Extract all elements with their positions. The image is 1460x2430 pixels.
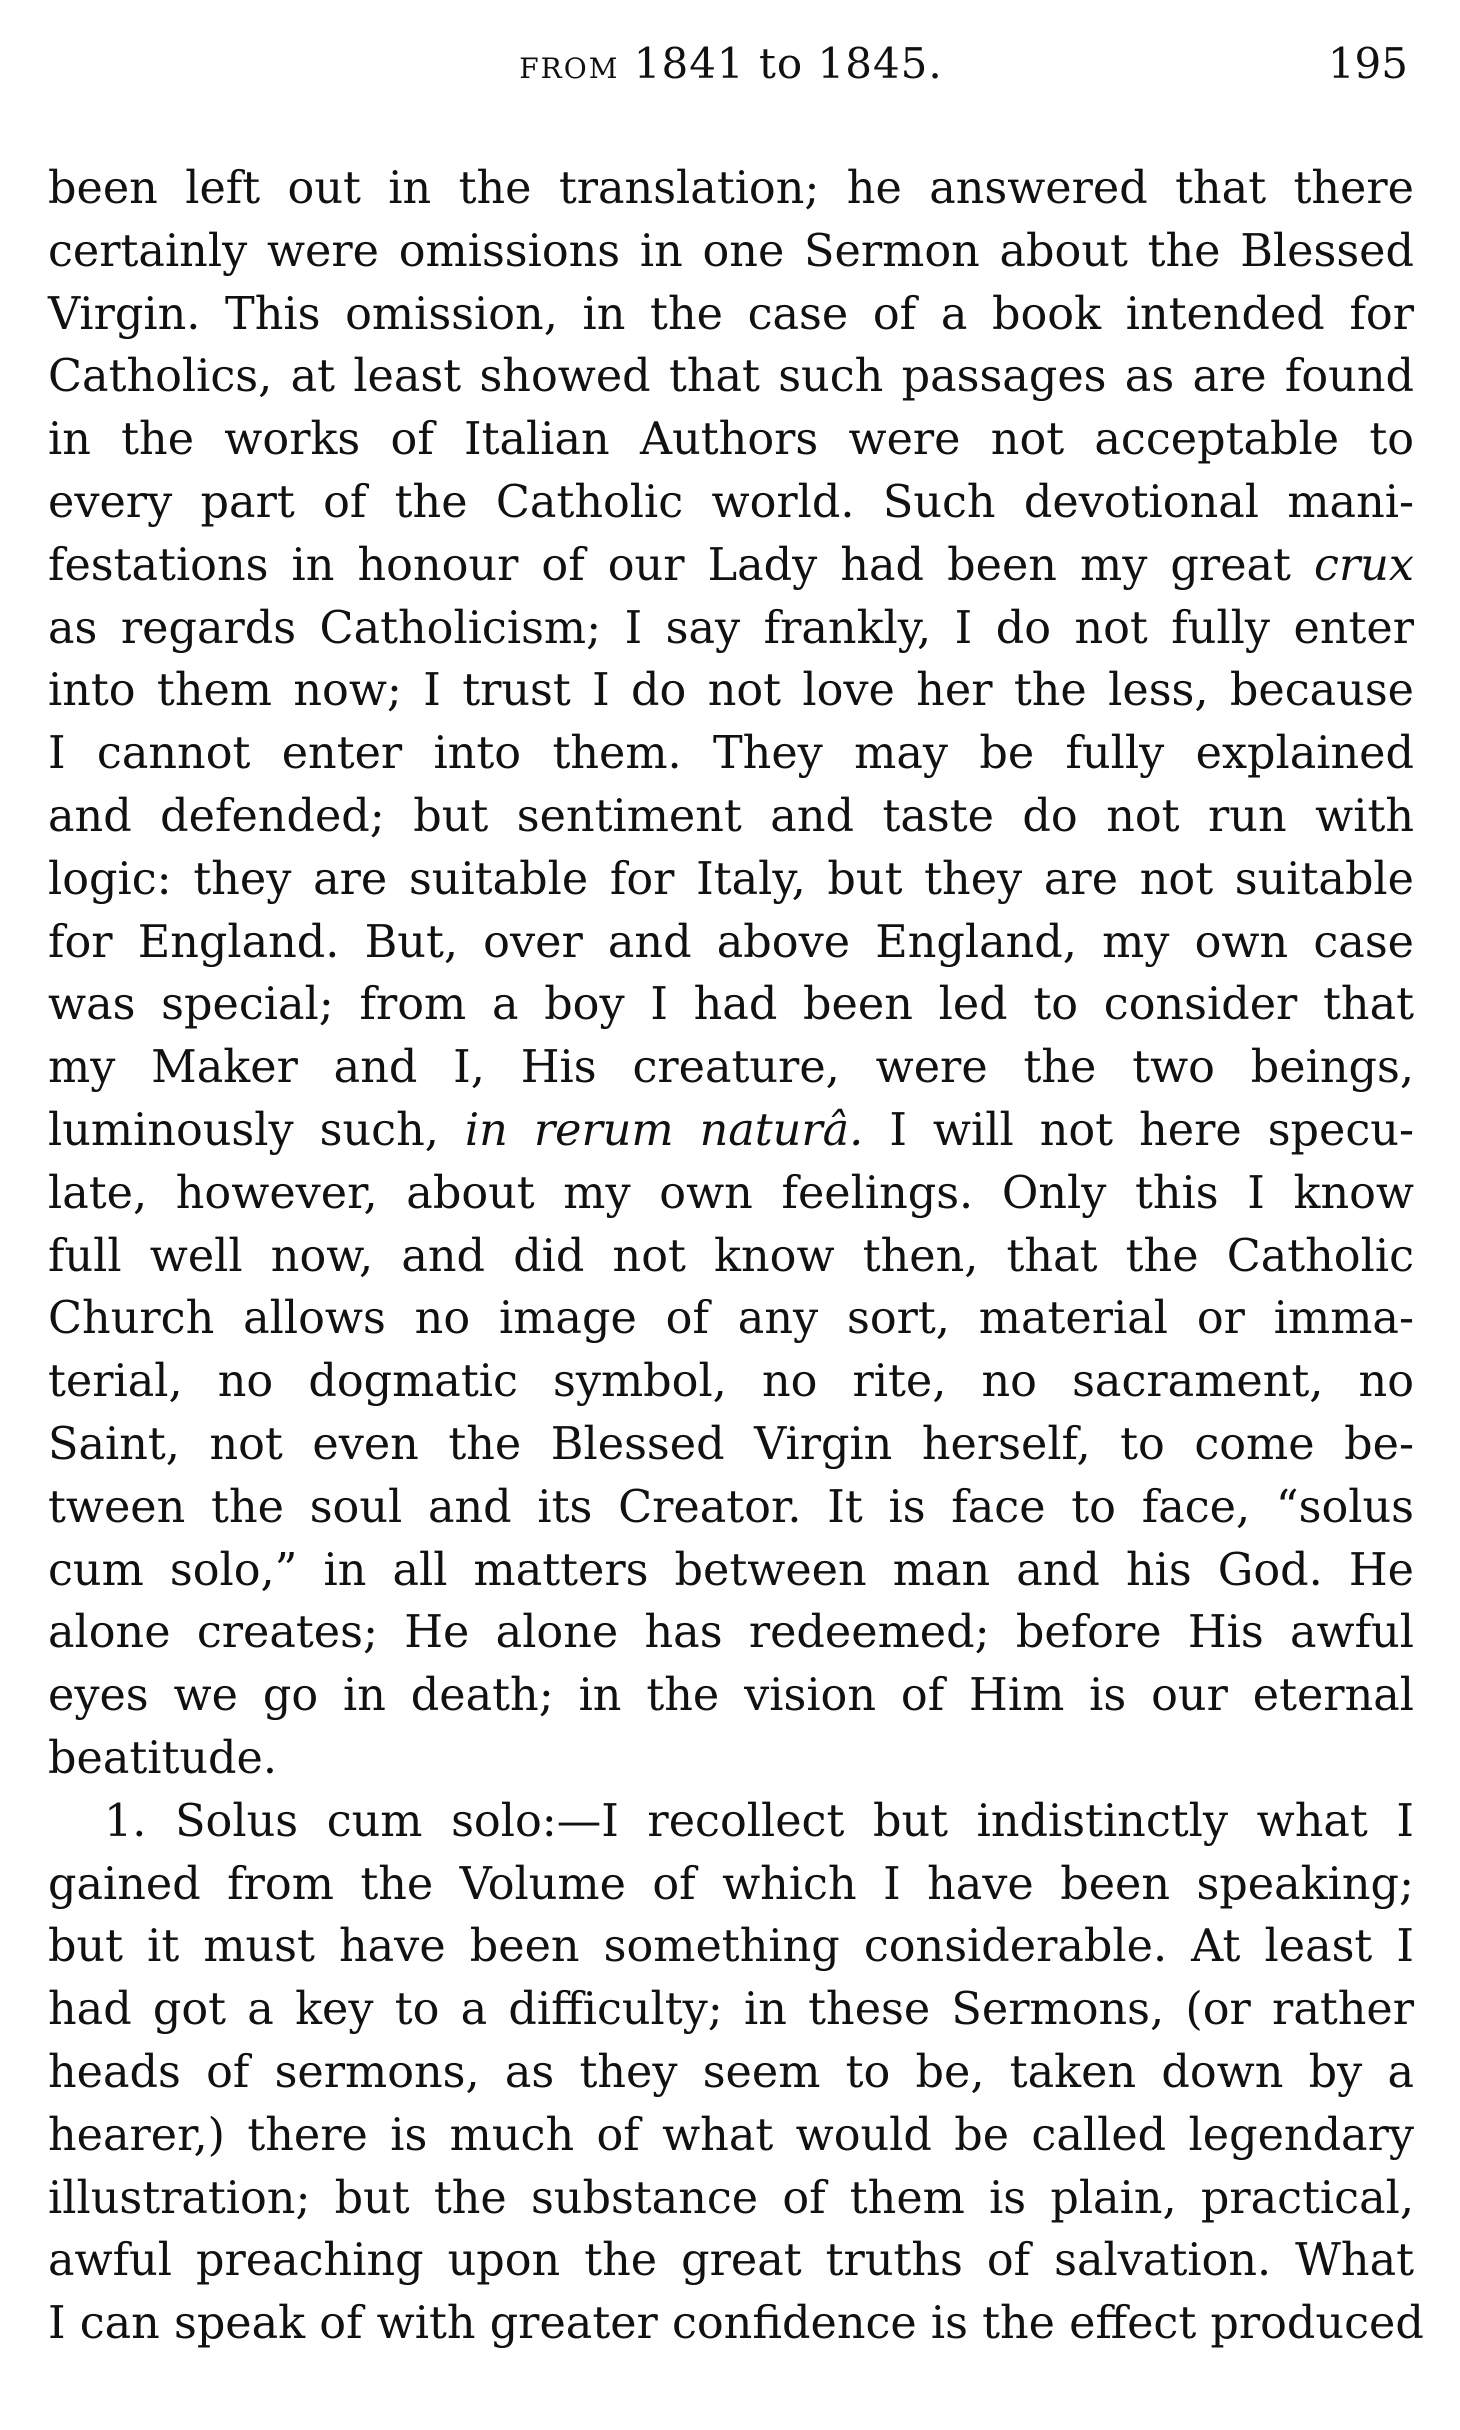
- text-segment: luminously such,: [48, 1104, 439, 1156]
- running-head-prefix: from: [519, 42, 620, 88]
- text-line: awful preaching upon the great truths of salvation. What: [48, 2235, 1414, 2287]
- text-line: cum solo,” in all matters between man and his God. He: [48, 1544, 1414, 1596]
- text-segment: festations in honour of our Lady had been my great: [48, 539, 1291, 591]
- text-line: late, however, about my own feelings. Only this I know: [48, 1167, 1414, 1219]
- text-line: heads of sermons, as they seem to be, taken down by a: [48, 2046, 1414, 2098]
- running-head-years: 1841 to 1845.: [633, 39, 943, 88]
- text-line: hearer,) there is much of what would be called legendary: [48, 2109, 1414, 2161]
- text-line: Catholics, at least showed that such passages as are found: [48, 351, 1414, 403]
- text-line: and defended; but sentiment and taste do not run with: [48, 790, 1414, 842]
- text-line: but it must have been something considerable. At least I: [48, 1921, 1414, 1973]
- text-segment: I will not here specu-: [889, 1104, 1414, 1156]
- italic-word-crux: crux: [1314, 539, 1414, 591]
- text-line: as regards Catholicism; I say frankly, I do not fully enter: [48, 602, 1414, 654]
- text-line: tween the soul and its Creator. It is face to face, “solus: [48, 1481, 1414, 1533]
- text-line: eyes we go in death; in the vision of Him is our eternal: [48, 1670, 1414, 1722]
- paragraph-2: [48, 1791, 1424, 2356]
- text-line: full well now, and did not know then, that the Catholic: [48, 1230, 1414, 1282]
- text-line: logic: they are suitable for Italy, but they are not suitable: [48, 853, 1414, 905]
- text-line: [48, 1100, 1414, 1163]
- text-line: certainly were omissions in one Sermon about the Blessed: [48, 225, 1414, 277]
- page-header: [48, 30, 1414, 98]
- book-page: [48, 30, 1424, 2356]
- text-line: I can speak of with greater confidence is the effect produced: [48, 2298, 1424, 2350]
- text-line: been left out in the translation; he answered that there: [48, 163, 1414, 214]
- text-line: gained from the Volume of which I have been speaking;: [48, 1858, 1414, 1910]
- text-line: alone creates; He alone has redeemed; before His awful: [48, 1607, 1414, 1659]
- text-line: for England. But, over and above England, my own case: [48, 916, 1414, 968]
- text-line: I cannot enter into them. They may be fully explained: [48, 728, 1414, 780]
- text-line: [48, 535, 1414, 598]
- paragraph-1: [48, 158, 1414, 1791]
- page-number: 195: [1327, 39, 1408, 88]
- running-head: [48, 30, 1414, 99]
- body-text: [48, 158, 1424, 2356]
- text-line: into them now; I trust I do not love her the less, because: [48, 665, 1414, 717]
- text-line: terial, no dogmatic symbol, no rite, no sacrament, no: [48, 1356, 1414, 1408]
- text-line: beatitude.: [48, 1732, 277, 1784]
- text-line: my Maker and I, His creature, were the two beings,: [48, 1042, 1414, 1094]
- text-line: in the works of Italian Authors were not acceptable to: [48, 414, 1414, 466]
- text-line: illustration; but the substance of them is plain, practical,: [48, 2172, 1414, 2224]
- italic-phrase-in-rerum-natura: in rerum naturâ.: [464, 1104, 864, 1156]
- text-line: Church allows no image of any sort, material or imma-: [48, 1293, 1414, 1345]
- text-line: was special; from a boy I had been led to consider that: [48, 979, 1414, 1031]
- text-line: had got a key to a difficulty; in these Sermons, (or rather: [48, 1984, 1414, 2036]
- text-line: every part of the Catholic world. Such devotional mani-: [48, 476, 1414, 528]
- text-line: 1. Solus cum solo:—I recollect but indistinctly what I: [104, 1795, 1414, 1847]
- text-line: Virgin. This omission, in the case of a book intended for: [48, 288, 1414, 340]
- text-line: Saint, not even the Blessed Virgin herself, to come be-: [48, 1418, 1414, 1470]
